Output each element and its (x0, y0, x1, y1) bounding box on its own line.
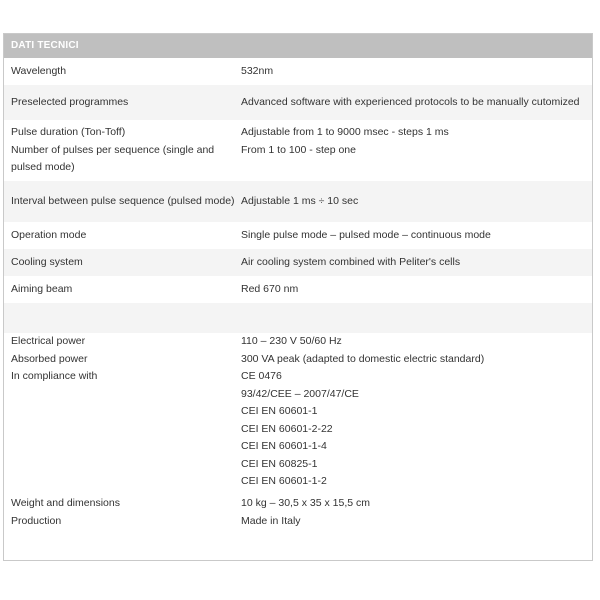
spec-value: Advanced software with experienced protocols to be manually cutomized (241, 95, 580, 108)
table-title: DATI TECNICI (4, 34, 592, 58)
table-row (4, 120, 592, 181)
spec-label: Interval between pulse sequence (pulsed mode) (11, 194, 235, 207)
table-row (4, 495, 592, 535)
table-row (4, 333, 592, 495)
table-row (4, 276, 592, 303)
table-row (4, 249, 592, 276)
spec-value: 10 kg – 30,5 x 35 x 15,5 cm Made in Italy (241, 497, 370, 527)
spec-value: 532nm (241, 65, 274, 77)
spec-label: Weight and dimensions Production (11, 497, 120, 527)
tech-specs-table (3, 33, 593, 561)
table-row (4, 222, 592, 249)
table-row (4, 85, 592, 120)
spec-label: Operation mode (11, 228, 87, 241)
spec-label: Aiming beam (11, 282, 73, 295)
spec-value: Adjustable from 1 to 9000 msec - steps 1 ms From 1 to 100 - step one (241, 126, 449, 156)
spec-value: Single pulse mode – pulsed mode – continuous mode (241, 228, 491, 241)
spec-value: Red 670 nm (241, 282, 299, 295)
spec-value: 110 – 230 V 50/60 Hz 300 VA peak (adapted to domestic electric standard) CE 0476 93/42/CEE – 2007/47/CE CEI EN 60601-1 CEI EN 60601-2-22 CEI EN 60601-1-4 CEI EN 60825-1 CEI EN 60601-1-2 (241, 335, 485, 487)
spec-value: Air cooling system combined with Peliter's cells (241, 255, 461, 268)
table-row (4, 58, 592, 85)
spec-label: Cooling system (11, 255, 83, 268)
spec-value: Adjustable 1 ms ÷ 10 sec (241, 194, 359, 207)
spec-label: Pulse duration (Ton-Toff) Number of pulses per sequence (single and pulsed mode) (11, 126, 215, 173)
spec-label: Electrical power Absorbed power In compliance with (11, 335, 98, 382)
table-row (4, 181, 592, 222)
spec-label: Wavelength (11, 65, 67, 77)
table-row-spacer (4, 303, 592, 333)
spec-label: Preselected programmes (11, 95, 129, 108)
